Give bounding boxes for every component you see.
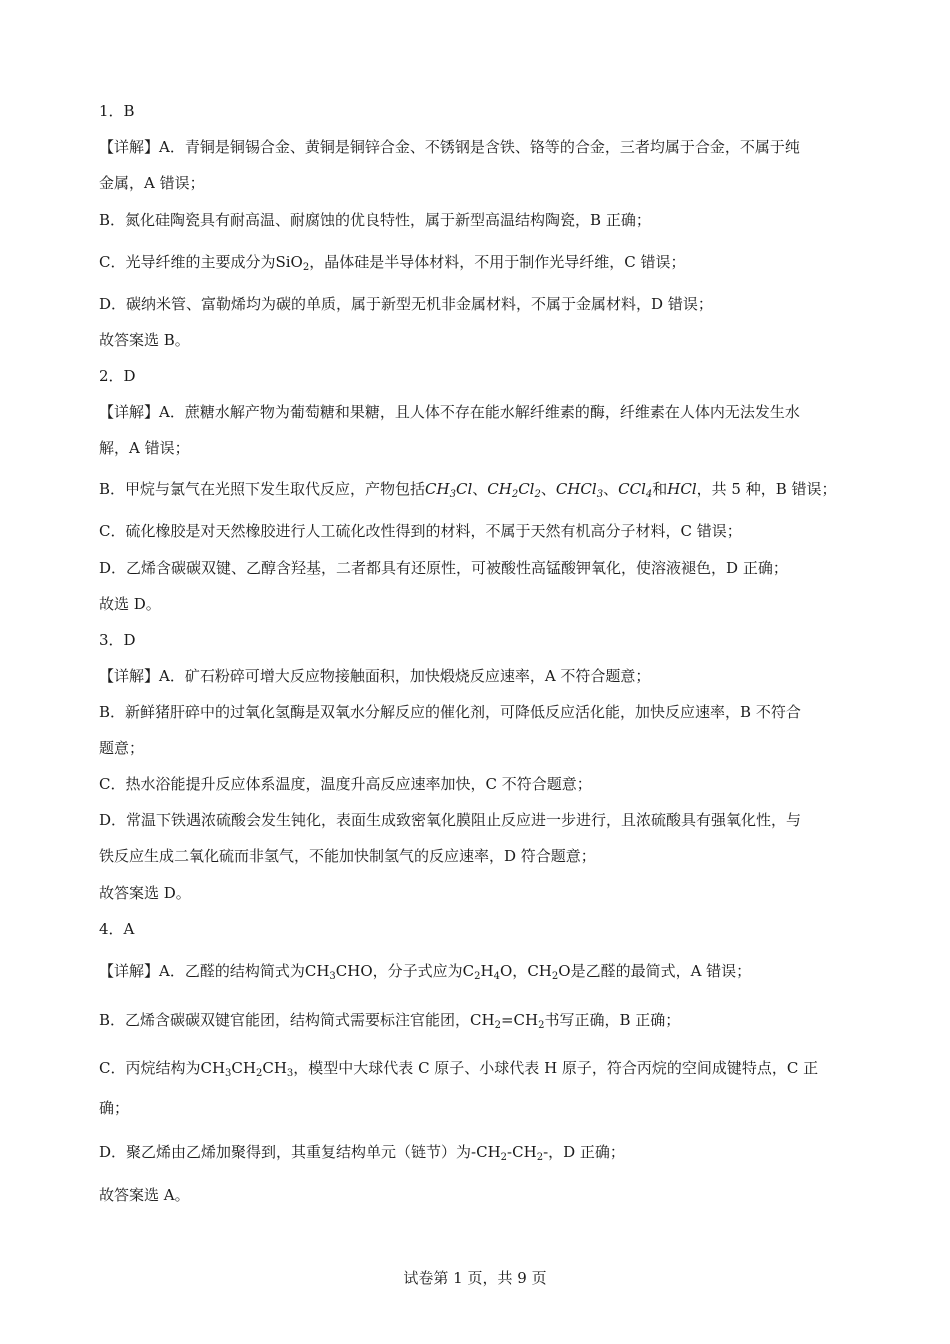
- q3-detail-b: B．新鲜猪肝碎中的过氧化氢酶是双氧水分解反应的催化剂，可降低反应活化能，加快反应速率，B 不符合: [99, 703, 801, 721]
- q4-number: 4．A: [99, 920, 135, 938]
- q4-detail-c: C．丙烷结构为$CH_3CH_2CH_3$，模型中大球代表 C 原子、小球代表 H 原子，符合丙烷的空间成键特点，C 正: [99, 1059, 819, 1079]
- q2-answer: 故选 D。: [99, 595, 161, 613]
- formula-ch2o: $CH_2O$: [527, 962, 571, 982]
- q1-detail-a: 【详解】A．青铜是铜锡合金、黄铜是铜锌合金、不锈钢是含铁、铬等的合金，三者均属于合金，不属于纯: [99, 138, 800, 156]
- q1-number: 1．B: [99, 102, 135, 120]
- formula-ch2ch2: $CH_2=CH_2$: [470, 1011, 545, 1031]
- q2-detail-b: B．甲烷与氯气在光照下发生取代反应，产物包括$CH_3Cl$、$CH_2Cl_2$、CHCl$_3$、CCl$_4$和HCl，共 5 种，B 错误；: [99, 480, 837, 500]
- q2-detail-c: C．硫化橡胶是对天然橡胶进行人工硫化改性得到的材料，不属于天然有机高分子材料，C 错误；: [99, 522, 742, 540]
- q2-detail-a: 【详解】A．蔗糖水解产物为葡萄糖和果糖，且人体不存在能水解纤维素的酶，纤维素在人体内无法发生水: [99, 403, 800, 421]
- q4-answer: 故答案选 A。: [99, 1186, 190, 1204]
- formula-c2h4o: $C_2H_4O$: [462, 962, 513, 982]
- q2-detail-a-cont: 解，A 错误；: [99, 439, 190, 457]
- q3-number: 3．D: [99, 631, 136, 649]
- q3-detail-d-cont: 铁反应生成二氧化硫而非氢气，不能加快制氢气的反应速率，D 符合题意；: [99, 847, 596, 865]
- formula-propane: $CH_3CH_2CH_3$: [200, 1059, 294, 1079]
- q4-detail-b: B．乙烯含碳碳双键官能团，结构简式需要标注官能团，$CH_2=CH_2$书写正确，B 正确；: [99, 1011, 681, 1031]
- q4-detail-a: 【详解】A．乙醛的结构简式为$CH_3CHO$，分子式应为$C_2H_4O$，$CH_2O$是乙醛的最简式，A 错误；: [99, 962, 752, 982]
- formula-polyethylene-unit: $-CH_2-CH_2-$: [471, 1143, 549, 1163]
- q1-detail-c: C．光导纤维的主要成分为SiO$_2$，晶体硅是半导体材料，不用于制作光导纤维，C 错误；: [99, 253, 686, 273]
- q4-detail-d: D．聚乙烯由乙烯加聚得到，其重复结构单元（链节）为$-CH_2-CH_2-$，D 正确；: [99, 1143, 625, 1163]
- q2-detail-d: D．乙烯含碳碳双键、乙醇含羟基，二者都具有还原性，可被酸性高锰酸钾氧化，使溶液褪色，D 正确；: [99, 559, 788, 577]
- q3-detail-c: C．热水浴能提升反应体系温度，温度升高反应速率加快，C 不符合题意；: [99, 775, 592, 793]
- q4-detail-c-cont: 确；: [99, 1099, 130, 1117]
- q1-detail-b: B．氮化硅陶瓷具有耐高温、耐腐蚀的优良特性，属于新型高温结构陶瓷，B 正确；: [99, 211, 651, 229]
- q3-answer: 故答案选 D。: [99, 884, 191, 902]
- formula-ch3cho: $CH_3CHO$: [304, 962, 373, 982]
- q2-number: 2．D: [99, 367, 136, 385]
- formula-products: $CH_3Cl$、$CH_2Cl_2$、CHCl$_3$、CCl$_4$和HCl: [425, 480, 697, 500]
- q1-detail-a-cont: 金属，A 错误；: [99, 174, 205, 192]
- formula-sio2: SiO$_2$: [275, 253, 310, 273]
- q1-detail-d: D．碳纳米管、富勒烯均为碳的单质，属于新型无机非金属材料，不属于金属材料，D 错误；: [99, 295, 713, 313]
- q3-detail-b-cont: 题意；: [99, 739, 145, 757]
- page-footer: 试卷第 1 页，共 9 页: [403, 1269, 547, 1287]
- q3-detail-d: D．常温下铁遇浓硫酸会发生钝化，表面生成致密氧化膜阻止反应进一步进行，且浓硫酸具有强氧化性，与: [99, 811, 802, 829]
- q3-detail-a: 【详解】A．矿石粉碎可增大反应物接触面积，加快煅烧反应速率，A 不符合题意；: [99, 667, 651, 685]
- q1-answer: 故答案选 B。: [99, 331, 190, 349]
